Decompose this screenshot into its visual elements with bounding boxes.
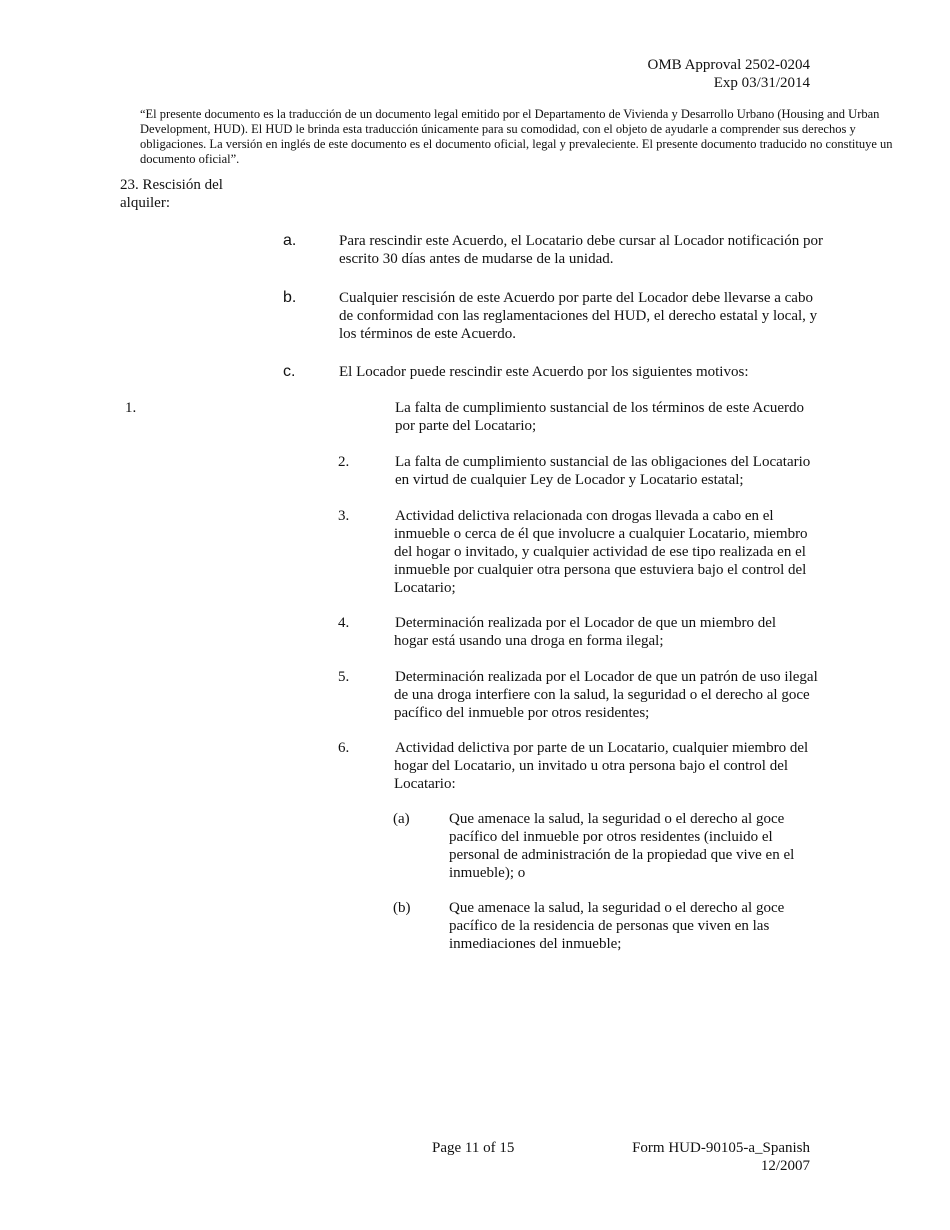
item-c-text: El Locador puede rescindir este Acuerdo por los siguientes motivos: [339, 364, 749, 380]
ground-1-number: 1. [125, 400, 137, 416]
section-title-line2: alquiler: [120, 195, 170, 211]
ground-2-text: La falta de cumplimiento sustancial de las obligaciones del Locatario en virtud de cualquier Ley de Locador y Locatario estatal; [395, 454, 811, 488]
form-id [632, 1139, 810, 1175]
ground-4-number: 4. [338, 615, 350, 631]
form-date: 12/2007 [760, 1158, 810, 1174]
ground-5-number: 5. [338, 669, 350, 685]
subitem-a-label: (a) [393, 811, 410, 827]
translation-disclaimer: “El presente documento es la traducción de un documento legal emitido por el Departamento de Vivienda y Desarrollo Urbano (Housing and Urban Development, HUD). El HUD le brinda esta traducción únicamente para su comodidad, con el objeto de ayudarle a comprender sus derechos y obligaciones. La versión en inglés de este documento es el documento oficial, legal y prevaleciente. El presente documento traducido no constituye un documento oficial”. [140, 107, 893, 166]
subitem-b-text: Que amenace la salud, la seguridad o el derecho al goce pacífico de la residencia de personas que viven en las inmediaciones del inmueble; [449, 900, 785, 952]
item-b-letter: b. [283, 289, 297, 306]
item-c-letter: c. [283, 363, 296, 380]
section-title-line1: 23. Rescisión del [120, 177, 223, 193]
ground-6-number: 6. [338, 740, 350, 756]
subitem-a-text: Que amenace la salud, la seguridad o el derecho al goce pacífico del inmueble por otros residentes (incluido el personal de administración de la propiedad que vive en el inmueble); o [449, 811, 795, 881]
expiration-date: Exp 03/31/2014 [713, 75, 810, 91]
ground-2-number: 2. [338, 454, 350, 470]
section-title [120, 176, 250, 212]
ground-1-text: La falta de cumplimiento sustancial de los términos de este Acuerdo por parte del Locatario; [395, 400, 805, 434]
form-number: Form HUD-90105-a_Spanish [632, 1140, 810, 1156]
ground-5-text: Determinación realizada por el Locador de que un patrón de uso ilegal de una droga interfiere con la salud, la seguridad o el derecho al goce pacífico del inmueble por otros residentes; [394, 669, 818, 721]
page-number: Page 11 of 15 [432, 1140, 515, 1156]
ground-6-text: Actividad delictiva por parte de un Locatario, cualquier miembro del hogar del Locatario, un invitado u otra persona bajo el control del Locatario: [394, 740, 809, 792]
item-a-letter: a. [283, 232, 297, 249]
ground-4-text: Determinación realizada por el Locador de que un miembro del hogar está usando una droga en forma ilegal; [394, 615, 777, 649]
omb-approval: OMB Approval 2502-0204 [647, 57, 810, 73]
item-a-text: Para rescindir este Acuerdo, el Locatario debe cursar al Locador notificación por escrito 30 días antes de mudarse de la unidad. [339, 233, 823, 267]
ground-3-number: 3. [338, 508, 350, 524]
ground-3-text: Actividad delictiva relacionada con drogas llevada a cabo en el inmueble o cerca de él que involucre a cualquier Locatario, miembro del hogar o invitado, y cualquier actividad de ese tipo realizada en el inmueble por cualquier otra persona que estuviera bajo el control del Locatario; [394, 508, 808, 596]
omb-header [648, 56, 811, 92]
item-b-text: Cualquier rescisión de este Acuerdo por parte del Locador debe llevarse a cabo de conformidad con las reglamentaciones del HUD, el derecho estatal y local, y los términos de este Acuerdo. [339, 290, 818, 342]
subitem-b-label: (b) [393, 900, 411, 916]
